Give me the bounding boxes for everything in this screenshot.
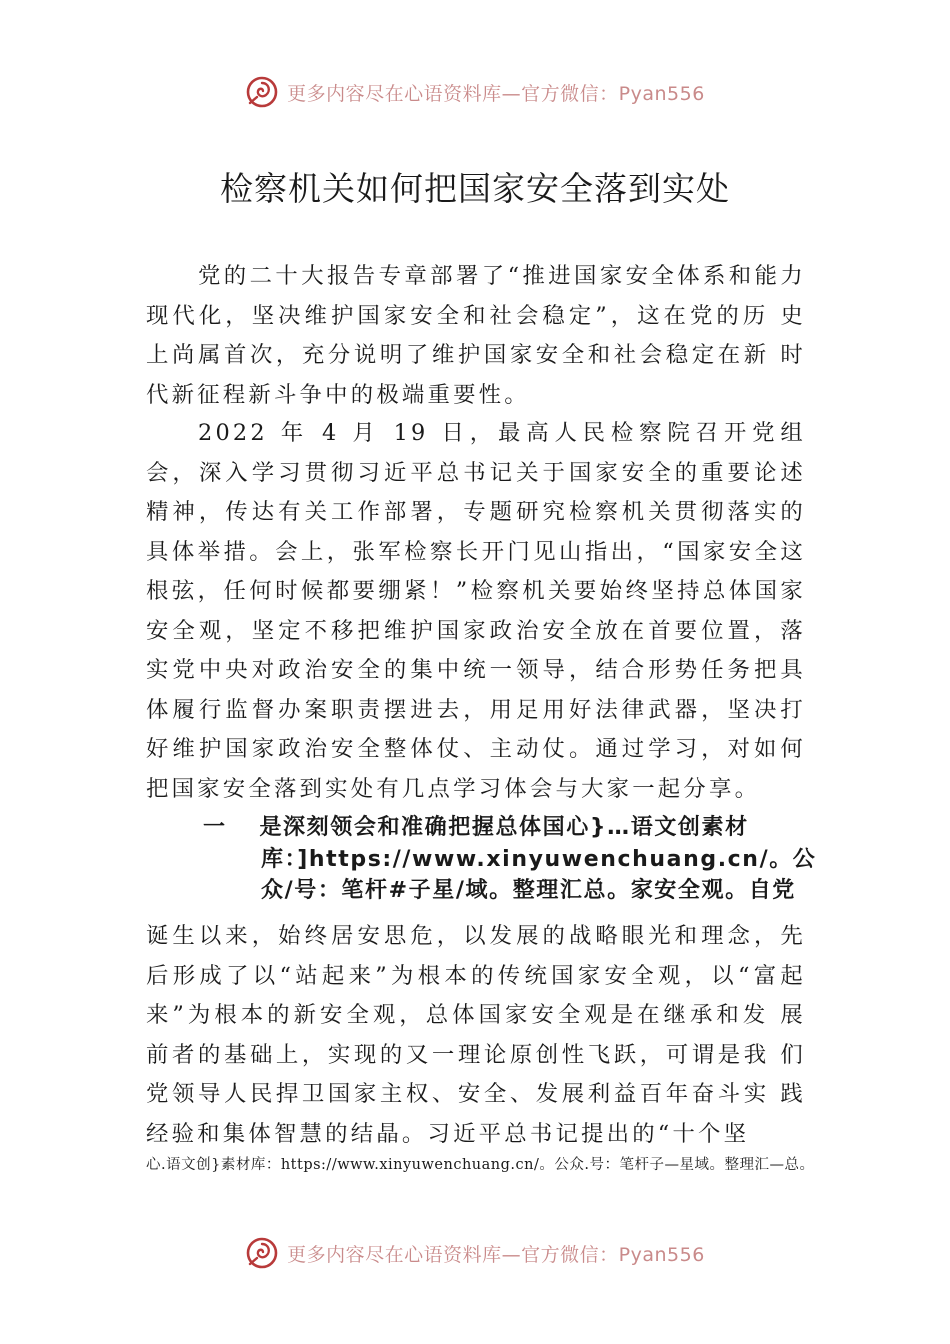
paragraph-3: 诞生以来，始终居安思危，以发展的战略眼光和理念，先 后形成了以“站起来”为根本的传统国家安全观，以“富起来”为根本的新安全观，总体国家安全观是在继承和发 展前者的基础上，实现的又一理论原创性飞跃，可谓是我 们党领导人民捍卫国家主权、安全、发展利益百年奋斗实 践经验和集体智慧的结晶。习近平总书记提出的“十个坚 (146, 923, 806, 1147)
paragraph-2: 2022 年 4 月 19 日，最高人民检察院召开党组会，深入学习贯彻习近平总书记关于国家安全的重要论述精神，传达有关工作部署，专题研究检察机关贯彻落实的具体举措。会上，张军检察长开门见山指出，“国家安全这根弦，任何时候都要绷紧！”检察机关要始终坚持总体国家安全观，坚定不移把维护国家政治安全放在首要位置，落实党中央对政治安全的集中统一领导，结合形势任务把具体履行监督办案职责摆进去，用足用好法律武器，坚决打好维护国家政治安全整体仗、主动仗。通过学习，对如何把国家安全落到实处有几点学习体会与大家一起分享。 (146, 420, 806, 802)
spiral-logo-icon (245, 1236, 279, 1270)
section-heading: 一 是深刻领会和准确把握总体国心}…语文创素材库：]https://www.xinyuwenchuang.cn/。公众/号：笔杆#子星/域。整理汇总。家安全观。自党 (203, 815, 817, 903)
banner-text: 更多内容尽在心语资料库—官方微信：Pyan556 (287, 82, 705, 105)
paragraph-1: 党的二十大报告专章部署了“推进国家安全体系和能力现代化，坚决维护国家安全和社会稳定”，这在党的历 史上尚属首次，充分说明了维护国家安全和社会稳定在新 时代新征程新斗争中的极端重要性。 (146, 263, 806, 408)
banner-text: 更多内容尽在心语资料库—官方微信：Pyan556 (287, 1243, 705, 1266)
document-title: 检察机关如何把国家安全落到实处 (220, 169, 730, 208)
footnote: 心.语文创}素材库：https://www.xinyuwenchuang.cn/。公众.号：笔杆子—星域。整理汇—总。 (146, 1157, 815, 1173)
footer-banner (0, 1233, 950, 1273)
header-banner (0, 72, 950, 112)
spiral-logo-icon (245, 75, 279, 109)
